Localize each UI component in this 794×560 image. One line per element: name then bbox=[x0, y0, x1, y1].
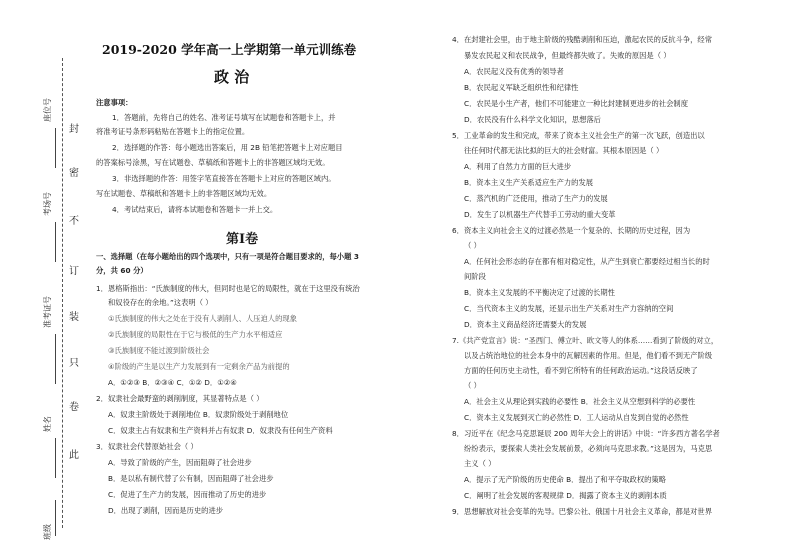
question-line: 间阶段 bbox=[464, 272, 486, 281]
exam-title: 2019-2020 学年高一上学期第一单元训练卷 bbox=[102, 42, 357, 57]
question-line: C．奴隶主占有奴隶和生产资料并占有奴隶 D．奴隶没有任何生产资料 bbox=[108, 426, 333, 435]
seal-char: 不 bbox=[69, 216, 79, 227]
seat-number-label: 座位号 bbox=[43, 98, 52, 122]
seal-char: 卷 bbox=[69, 402, 79, 413]
question-line: 2．奴隶社会最野蛮的剥削制度，其显著特点是（ ） bbox=[96, 394, 264, 403]
question-line: B．资本主义生产关系适应生产力的发展 bbox=[464, 178, 594, 187]
question-line: A．提示了无产阶级的历史使命 B．提出了和平夺取政权的策略 bbox=[464, 475, 667, 484]
question-line: A．任何社会形态的存在都有相对稳定性，从产生到衰亡都要经过相当长的时 bbox=[464, 257, 710, 266]
section-title: 第Ⅰ卷 bbox=[226, 232, 259, 247]
question-line: （ ） bbox=[464, 241, 481, 250]
question-line: A．导致了阶级的产生，因而阻碍了社会进步 bbox=[108, 458, 252, 467]
question-line: A．农民起义没有优秀的领导者 bbox=[464, 67, 564, 76]
class-field bbox=[55, 500, 56, 536]
question-line: 暴发农民起义和农民战争，但最终都失败了。失败的原因是（ ） bbox=[464, 51, 671, 60]
seal-char: 此 bbox=[69, 450, 79, 461]
name-field bbox=[55, 438, 56, 478]
question-line: C．农民是小生产者，他们不可能建立一种比封建制更进步的社会制度 bbox=[464, 99, 688, 108]
question-line: C．当代资本主义的发展，还显示出生产关系对生产力容纳的空间 bbox=[464, 304, 674, 313]
notice-line: 将准考证号条形码粘贴在答题卡上的指定位置。 bbox=[96, 127, 250, 136]
question-line: 7.《共产党宣言》说：“圣西门、傅立叶、欧文等人的体系……看到了阶级的对立， bbox=[452, 336, 719, 345]
question-line: ②氏族制度的局限性在于它与极低的生产力水平相适应 bbox=[108, 330, 283, 339]
question-line: 和奴役存在的余地。”这表明（ ） bbox=[108, 298, 213, 307]
question-line: C．促进了生产力的发展，因而推动了历史的进步 bbox=[108, 490, 267, 499]
notice-line: 的答案标号涂黑，写在试题卷、草稿纸和答题卡上的非答题区域均无效。 bbox=[96, 158, 330, 167]
question-line: B．资本主义发展的不平衡决定了过渡的长期性 bbox=[464, 288, 615, 297]
question-line: C．蒸汽机的广泛使用，推动了生产力的发展 bbox=[464, 194, 608, 203]
question-line: 纷纷表示，要探索人类社会发展前景，必须向马克思求教。”这是因为，马克思 bbox=[464, 444, 713, 453]
question-line: C．资本主义发展到灭亡的必然性 D．工人运动从自发到自觉的必然性 bbox=[464, 413, 689, 422]
question-line: D．发生了以机器生产代替手工劳动的重大变革 bbox=[464, 210, 616, 219]
exam-room-label: 考场号 bbox=[43, 192, 52, 216]
section-intro: 分，共 60 分） bbox=[96, 266, 148, 275]
question-line: D．出现了剥削，因而是历史的进步 bbox=[108, 506, 224, 515]
question-line: 4．在封建社会里，由于地主阶级的残酷剥削和压迫，激起农民的反抗斗争，经常 bbox=[452, 35, 713, 44]
ticket-number-field bbox=[55, 334, 56, 384]
question-line: B．农民起义军缺乏组织性和纪律性 bbox=[464, 83, 579, 92]
question-line: （ ） bbox=[464, 381, 481, 390]
question-line: 1．恩格斯指出：“氏族制度的伟大，但同时也是它的局限性，就在于这里没有统治 bbox=[96, 284, 360, 293]
class-label: 班级 bbox=[43, 524, 52, 540]
question-line: ①氏族制度的伟大之处在于没有人剥削人、人压迫人的现象 bbox=[108, 314, 297, 323]
question-line: A．社会主义从理论到实践的必要性 B．社会主义从空想到科学的必要性 bbox=[464, 397, 696, 406]
question-line: D．农民没有什么科学文化知识，思想落后 bbox=[464, 115, 601, 124]
question-line: ③氏族制度不能过渡到阶级社会 bbox=[108, 346, 210, 355]
question-line: 3．奴隶社会代替原始社会（ ） bbox=[96, 442, 198, 451]
question-line: 往任何时代都无法比拟的巨大的社会财富。其根本原因是（ ） bbox=[464, 146, 664, 155]
question-line: A．奴隶主阶级处于剥削地位 B．奴隶阶级处于剥削地位 bbox=[108, 410, 289, 419]
notice-line: 2．选择题的作答：每小题选出答案后，用 2B 铅笔把答题卡上对应题目 bbox=[112, 143, 343, 152]
question-line: 6．资本主义向社会主义的过渡必然是一个复杂的、长期的历史过程，因为 bbox=[452, 226, 691, 235]
question-line: C．阐明了社会发展的客观规律 D．揭露了资本主义的剥削本质 bbox=[464, 491, 667, 500]
seat-number-field bbox=[55, 128, 56, 168]
section-intro: 一、选择题（在每小题给出的四个选项中，只有一项是符合题目要求的，每小题 3 bbox=[96, 252, 360, 261]
seal-char: 密 bbox=[69, 168, 79, 179]
subject-title: 政 治 bbox=[214, 68, 250, 86]
notice-line: 写在试题卷、草稿纸和答题卡上的非答题区域均无效。 bbox=[96, 189, 272, 198]
name-label: 姓名 bbox=[43, 416, 52, 432]
seal-char: 封 bbox=[69, 124, 79, 135]
fold-line bbox=[62, 58, 63, 528]
question-line: A．①②③ B．②③④ C．①② D．①②④ bbox=[108, 378, 237, 387]
seal-char: 只 bbox=[69, 358, 79, 369]
binding-margin bbox=[0, 0, 92, 560]
question-line: 9．思想解放对社会变革的先导。巴黎公社、俄国十月社会主义革命，都是对世界 bbox=[452, 507, 713, 516]
question-line: 8．习近平在《纪念马克思诞辰 200 周年大会上的讲话》中说：“许多西方著名学者 bbox=[452, 429, 720, 438]
question-line: 5．工业革命的发生和完成，带来了资本主义社会生产的第一次飞跃，创造出以 bbox=[452, 131, 705, 140]
seal-char: 订 bbox=[69, 266, 79, 277]
ticket-number-label: 准考证号 bbox=[43, 296, 52, 328]
seal-char: 装 bbox=[69, 312, 79, 323]
question-line: D．资本主义商品经济还需要大的发展 bbox=[464, 320, 587, 329]
question-line: 主义（ ） bbox=[464, 459, 496, 468]
question-line: ④阶级的产生是以生产力发展到有一定剩余产品为前提的 bbox=[108, 362, 290, 371]
notice-heading: 注意事项： bbox=[96, 98, 133, 107]
notice-line: 4．考试结束后，请将本试题卷和答题卡一并上交。 bbox=[112, 205, 278, 214]
notice-line: 3．非选择题的作答：用签字笔直接答在答题卡上对应的答题区域内。 bbox=[112, 174, 336, 183]
notice-line: 1．答题前，先将自己的姓名、准考证号填写在试题卷和答题卡上，并 bbox=[112, 113, 336, 122]
question-line: B．是以私有制代替了公有制，因而阻碍了社会进步 bbox=[108, 474, 274, 483]
question-line: 以及占统治地位的社会本身中的瓦解因素的作用。但是，他们看不到无产阶级 bbox=[464, 351, 713, 360]
exam-room-field bbox=[55, 222, 56, 262]
question-line: A．利用了自然力方面的巨大进步 bbox=[464, 162, 572, 171]
question-line: 方面的任何历史主动性，看不到它所特有的任何政治运动。”这段话反映了 bbox=[464, 366, 698, 375]
